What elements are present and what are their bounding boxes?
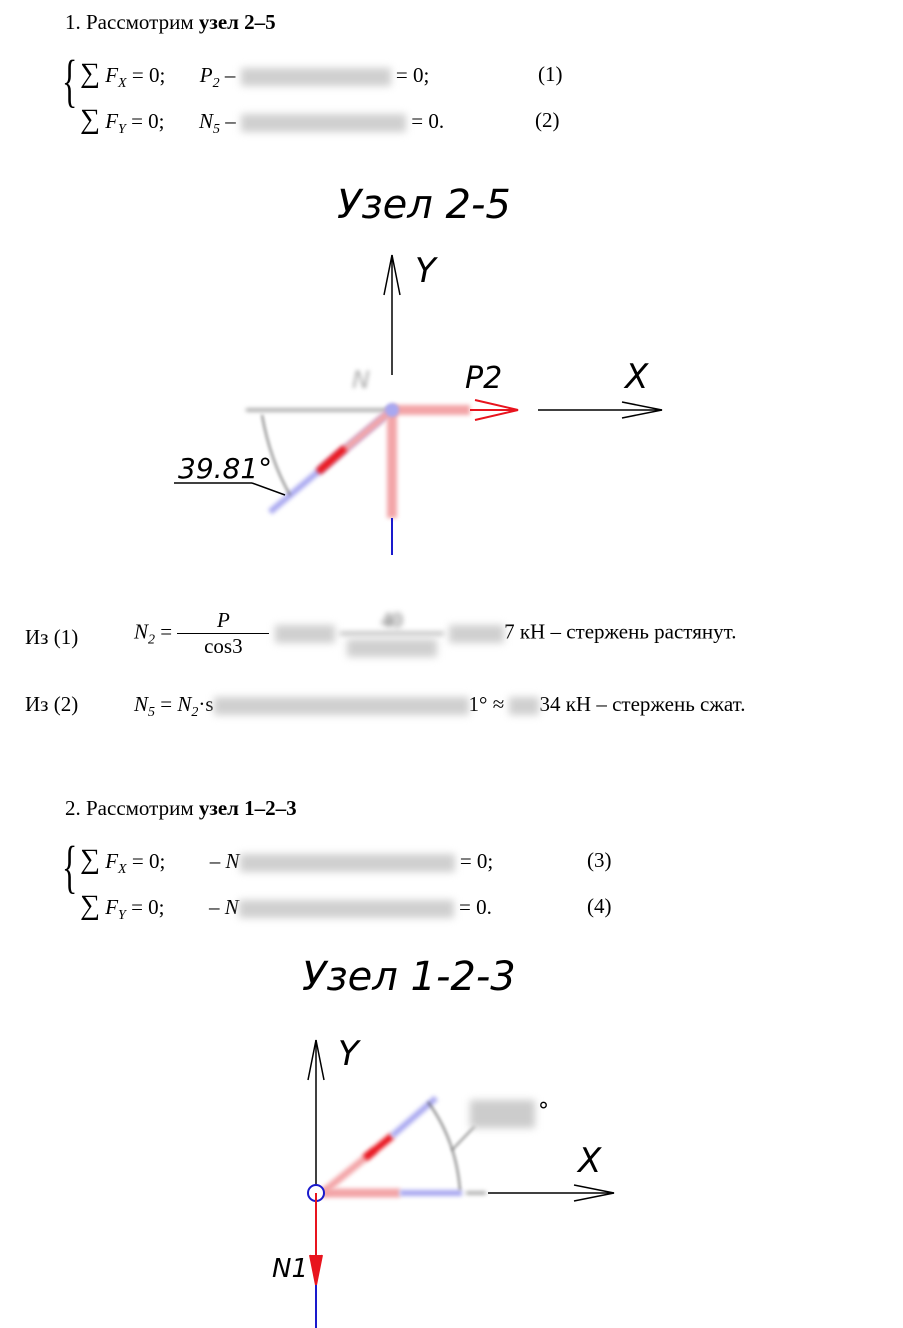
eq1-lhs: F [105,63,119,87]
eq2-term: N [199,109,214,133]
fraction-1 [177,608,269,659]
result-n5 [134,692,746,721]
eq1-term-sub: 2 [212,76,220,91]
node-2-5-diagram [0,170,903,570]
equation-1 [80,58,429,92]
n2-sub: 2 [148,632,156,648]
n2-factor-sub: 2 [191,705,199,720]
eq3-lhs: F [105,849,119,873]
eq3-lead: – N [209,849,240,873]
redacted [275,625,335,643]
eq2-term-sub: 5 [213,122,221,137]
sum-symbol: ∑ [80,58,100,89]
eq1-term: P [199,63,213,87]
equation-brace-2: { [62,834,78,899]
redacted [509,697,539,715]
section-2-heading [65,796,297,821]
diagram-2-title: Узел 1-2-3 [302,954,516,1000]
deg-fragment: 1° [468,692,488,716]
eq3-tag: (3) [587,848,612,872]
force-n2-arrow [318,448,345,472]
section-1-node: узел 2–5 [198,10,276,34]
frac2-num: 40 [340,608,444,634]
n2-symbol: N [134,619,149,644]
section-1-number: 1. Рассмотрим [65,10,199,34]
n5-conclusion: 34 кН – стержень сжат. [539,692,746,716]
redacted [449,625,504,643]
redacted [214,697,469,715]
n-label: N [352,366,370,394]
redacted-angle [470,1100,535,1128]
section-2-node: узел 1–2–3 [198,796,297,820]
eq1-rhs: = 0; [131,63,166,87]
x-label-2: X [578,1141,602,1181]
n5-symbol: N [134,692,149,716]
eq2-tag: (2) [535,108,560,132]
y-label: Y [415,251,436,291]
redacted [239,900,454,918]
equals: = [160,692,173,716]
eq4-end: = 0. [459,895,492,919]
section-1-heading [65,10,276,35]
eq2-end: = 0. [411,109,445,133]
equation-3 [80,844,493,878]
equals: = [160,619,173,644]
equation-4 [80,890,492,924]
eq3-lhs-sub: X [118,862,127,877]
section-2-number: 2. Рассмотрим [65,796,199,820]
eq2-lhs: F [105,109,119,133]
eq4-tag: (4) [587,894,612,918]
fraction-2 [340,608,444,659]
eq1-lhs-sub: X [118,76,127,91]
diagram-1-title: Узел 2-5 [337,182,511,228]
from-2-label: Из (2) [25,692,79,716]
eq4-lhs: F [105,895,119,919]
eq4-lead: – N [209,895,239,919]
dot-s: ·s [198,692,214,716]
degree-sign: ° [538,1099,549,1124]
node-2-5 [385,403,399,417]
p2-label: P2 [465,361,503,396]
frac-den: cos3 [204,634,243,658]
n2-factor: N [177,692,192,716]
n1-label: N1 [272,1254,308,1284]
eq1-minus: – [219,63,241,87]
node-1-2-3-diagram [0,940,903,1328]
eq2-minus: – [220,109,242,133]
eq2-lhs-sub: Y [118,122,126,137]
angle-leader-2 [452,1126,475,1150]
force-n2-b-arrow [365,1136,392,1158]
frac-num: P [177,608,269,634]
equation-brace: { [62,48,78,113]
eq1-end: = 0; [395,63,430,87]
redacted [240,854,455,872]
angle-label: 39.81° [178,452,273,485]
n2-conclusion: 7 кН – стержень растянут. [504,619,737,644]
x-label: X [625,357,649,397]
from-1-label: Из (1) [25,625,79,649]
approx: ≈ [492,692,505,716]
redacted-term [241,68,391,86]
sum-symbol: ∑ [80,890,100,921]
eq3-rhs: = 0; [131,849,166,873]
redacted-term [241,114,406,132]
force-n1-arrowhead [310,1255,322,1285]
result-n2 [134,608,736,659]
eq1-tag: (1) [538,62,563,86]
eq4-rhs: = 0; [131,895,165,919]
y-label-2: Y [338,1034,359,1074]
equation-2 [80,104,444,138]
n5-sub: 5 [148,705,156,720]
eq3-end: = 0; [459,849,494,873]
eq2-rhs: = 0; [131,109,165,133]
sum-symbol: ∑ [80,844,100,875]
eq4-lhs-sub: Y [118,908,126,923]
sum-symbol: ∑ [80,104,100,135]
